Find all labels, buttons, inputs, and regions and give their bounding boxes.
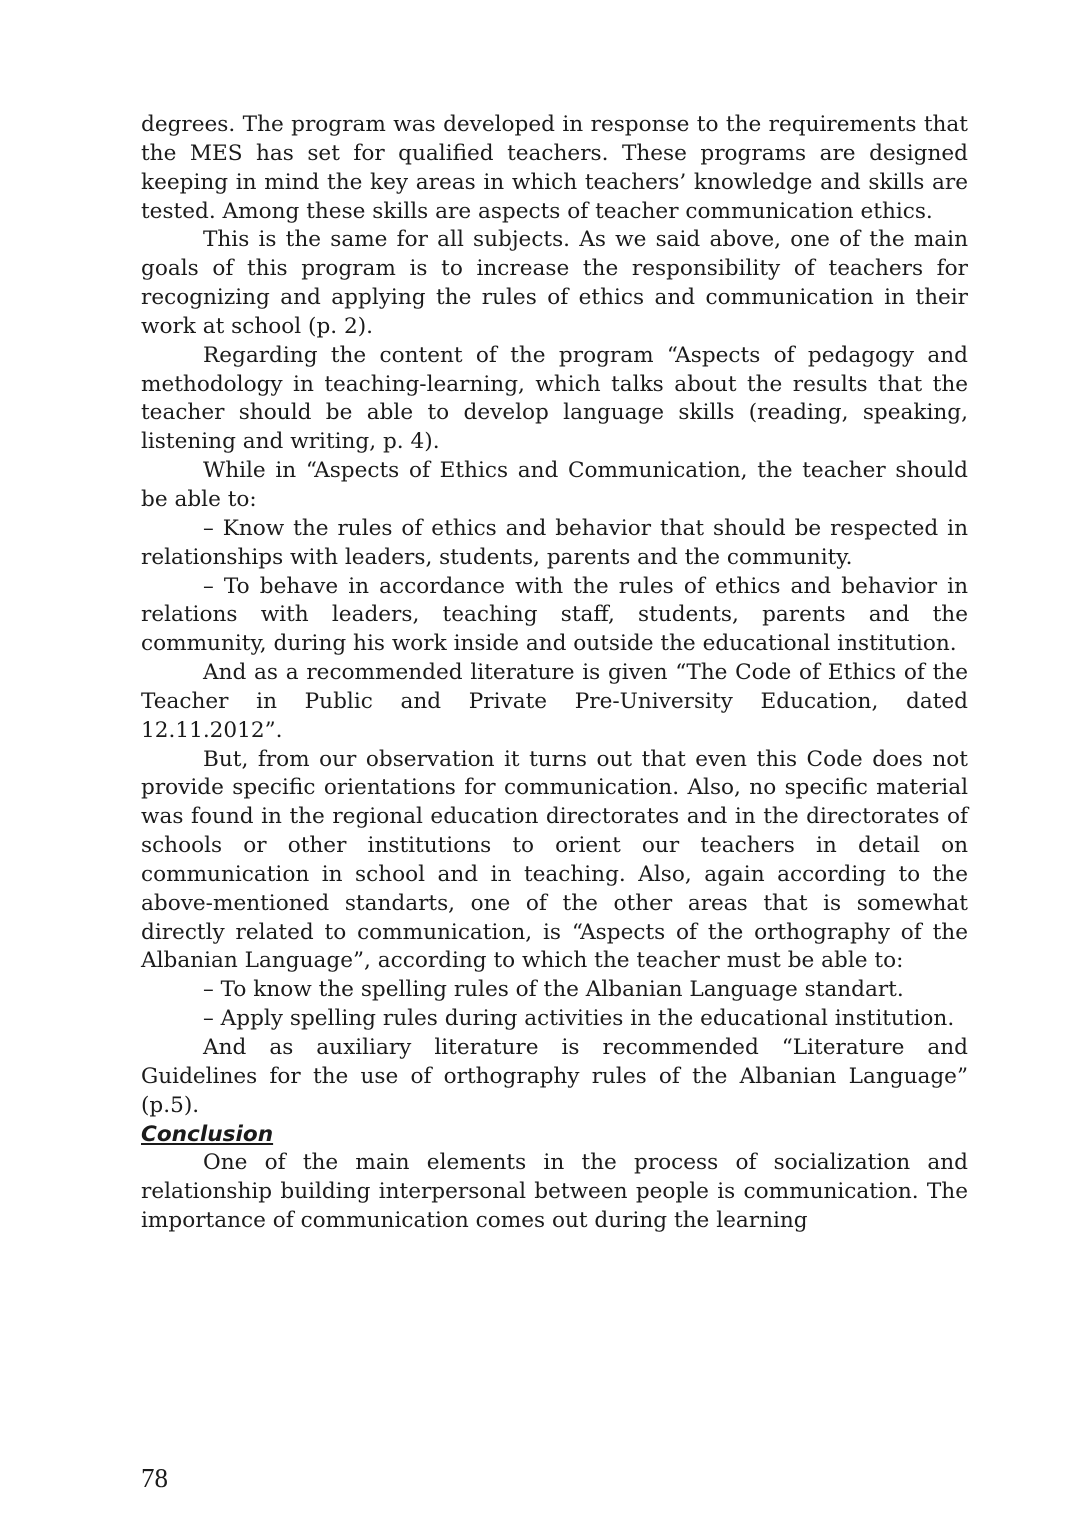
list-item-apply-spelling: – Apply spelling rules during activities in the educational institution. <box>203 1006 955 1032</box>
paragraph-conclusion: One of the main elements in the process of socialization and relationship building interpersonal between people is communication. The importance of communication comes out during the learning <box>141 1150 968 1234</box>
paragraph-ethics-intro: While in “Aspects of Ethics and Communication, the teacher should be able to: <box>141 458 968 512</box>
list-item-know-rules: – Know the rules of ethics and behavior that should be respected in relationships with leaders, students, parents and the community. <box>141 515 968 570</box>
paragraph-continuation: degrees. The program was developed in response to the requirements that the MES has set for qualified teachers. These programs are designed keeping in mind the key areas in which teachers’ knowledge and skills are tested. Among these skills are aspects of teacher communication ethics. <box>141 112 968 224</box>
paragraph-pedagogy-content: Regarding the content of the program “Aspects of pedagogy and methodology in teaching-learning, which talks about the results that the teacher should be able to develop language skills (reading, speaking, listening and writing, p. 4). <box>141 342 968 455</box>
paragraph-observation: But, from our observation it turns out that even this Code does not provide specific orientations for communication. Also, no specific material was found in the regional education directorates and in the directorates of schools or other institutions to orient our teachers in detail on communication in school and in teaching. Also, again according to the above-mentioned standarts, one of the other areas that is somewhat directly related to communication, is “Aspects of the orthography of the Albanian Language”, according to which the teacher must be able to: <box>141 746 968 974</box>
paragraph-auxiliary-literature: And as auxiliary literature is recommended “Literature and Guidelines for the use of orthography rules of the Albanian Language” (p.5). <box>141 1035 968 1118</box>
page-number: 78 <box>141 1463 168 1493</box>
paragraph-recommended-literature: And as a recommended literature is given “The Code of Ethics of the Teacher in Public and Private Pre-University Education, dated 12.11.2012”. <box>141 660 968 743</box>
paragraph-program-goals: This is the same for all subjects. As we said above, one of the main goals of this program is to increase the responsibility of teachers for recognizing and applying the rules of ethics and communication in their work at school (p. 2). <box>141 227 968 339</box>
section-heading-conclusion: Conclusion <box>141 1121 274 1147</box>
list-item-behave: – To behave in accordance with the rules of ethics and behavior in relations with leaders, teaching staff, students, parents and the community, during his work inside and outside the educational institution. <box>141 573 968 657</box>
list-item-spelling-rules: – To know the spelling rules of the Albanian Language standart. <box>203 977 904 1003</box>
body-text <box>141 111 968 1236</box>
